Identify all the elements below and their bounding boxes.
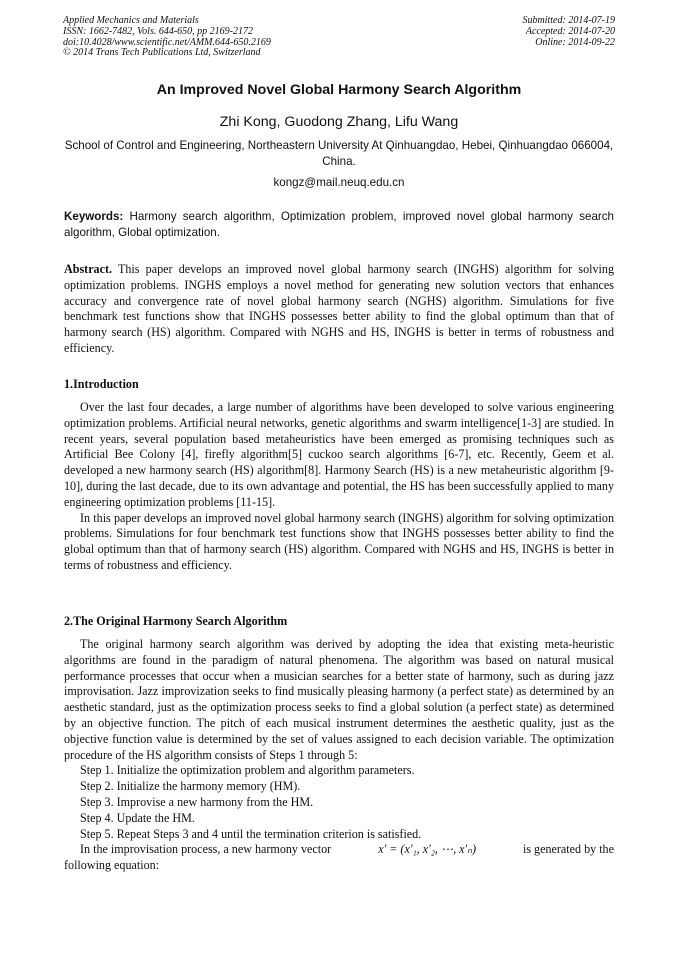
journal-issn: ISSN: 1662-7482, Vols. 644-650, pp 2169-2172 <box>63 25 253 37</box>
journal-name: Applied Mechanics and Materials <box>63 15 199 26</box>
improv-text-end: following equation: <box>64 858 160 873</box>
paper-title: An Improved Novel Global Harmony Search Algorithm <box>156 82 522 98</box>
abstract-text: This paper develops an improved novel global harmony search (INGHS) algorithm for solving optimization problems. INGHS employs a novel method for generating new solution vectors that enhances accuracy and convergence rate of novel global harmony search (NGHS) algorithm. Simulations for five benchmark test functions show that INGHS possesses better ability to find the global optimum than that of harmony search (HS) algorithm. Compared with NGHS and HS, INGHS is better in terms of robustness and efficiency. <box>64 262 614 355</box>
keywords-label: Keywords: <box>64 210 124 223</box>
keywords <box>64 209 614 240</box>
journal-doi: doi:10.4028/www.scientific.net/AMM.644-650.2169 <box>63 36 271 48</box>
section-heading-harmony-search: 2.The Original Harmony Search Algorithm <box>64 614 288 628</box>
improv-text-before: In the improvisation process, a new harmony vector <box>80 842 332 857</box>
date-online: Online: 2014-09-22 <box>535 36 615 48</box>
introduction-body <box>64 400 614 574</box>
harmony-search-body <box>64 637 614 874</box>
hs-paragraph-1: The original harmony search algorithm was derived by adopting the idea that existing meta-heuristic algorithms are found in the paradigm of natural phenomena. The algorithm was based on natural musical performance processes that occur when a musician searches for a better state of harmony, such as during jazz improvisation. Jazz improvization seeks to find musically pleasing harmony (a perfect state) as determined by an aesthetic standard, just as the optimization process seeks to find a global solution (a perfect state) as determined by an objective function. The pitch of each musical instrument determines the aesthetic quality, just as the objective function value is determined by the set of values assigned to each decision variable. The optimization procedure of the HS algorithm consists of Steps 1 through 5: <box>64 637 614 762</box>
improv-text-after: is generated by the <box>522 842 614 857</box>
intro-paragraph-1: Over the last four decades, a large number of algorithms have been developed to solve various engineering optimization problems. Artificial neural networks, genetic algorithms and swarm intelligence[1-3] are studied. In recent years, several population based metaheuristics have been emerged as promising techniques such as Artificial Bee Colony [4], firefly algorithm[5] cuckoo search algorithms [6-7], etc. Recently, Geem et al. developed a new harmony search (HS) algorithm[8]. Harmony Search (HS) is a new metaheuristic algorithm [9-10], during the last decade, due to its own advantage and potential, the HS has been successfully applied to many engineering optimization problems [11-15]. <box>64 400 614 509</box>
date-accepted: Accepted: 2014-07-20 <box>525 25 615 37</box>
step-item: Step 4. Update the HM. <box>80 810 195 825</box>
section-heading-introduction: 1.Introduction <box>64 377 139 391</box>
paper-affiliation: School of Control and Engineering, Northeastern University At Qinhuangdao, Hebei, Qinhuangdao 066004, China. <box>64 139 614 168</box>
journal-copyright: © 2014 Trans Tech Publications Ltd, Switzerland <box>63 47 261 59</box>
harmony-vector: x′ = (x′₁, x′₂, ⋯, x′ₙ) <box>378 842 476 857</box>
publication-dates <box>523 16 616 48</box>
date-submitted: Submitted: 2014-07-19 <box>522 15 615 26</box>
step-item: Step 2. Initialize the harmony memory (HM). <box>80 779 301 794</box>
step-item: Step 1. Initialize the optimization problem and algorithm parameters. <box>80 763 415 778</box>
improvisation-sentence <box>64 842 614 858</box>
author-email[interactable]: kongz@mail.neuq.edu.cn <box>273 176 405 189</box>
abstract <box>64 262 614 357</box>
step-item: Step 5. Repeat Steps 3 and 4 until the termination criterion is satisfied. <box>80 826 422 841</box>
keywords-text: Harmony search algorithm, Optimization problem, improved novel global harmony search algorithm, Global optimization. <box>64 210 614 239</box>
intro-paragraph-2: In this paper develops an improved novel global harmony search (INGHS) algorithm for solving optimization problems. Simulations for four benchmark test functions show that INGHS possesses better ability to find the global optimum than that of harmony search (HS) algorithm. Compared with NGHS and HS, INGHS is better in terms of robustness and efficiency. <box>64 510 614 572</box>
step-item: Step 3. Improvise a new harmony from the HM. <box>80 794 314 809</box>
paper-authors: Zhi Kong, Guodong Zhang, Lifu Wang <box>219 114 459 130</box>
abstract-label: Abstract. <box>64 262 113 276</box>
journal-info <box>63 16 271 59</box>
